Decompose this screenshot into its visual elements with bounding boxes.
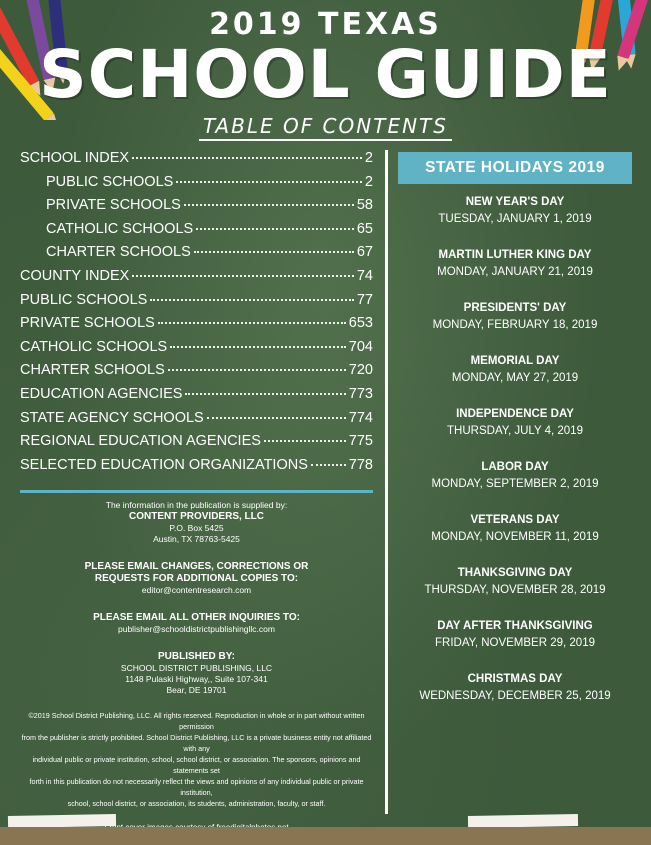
holiday-name: VETERANS DAY — [470, 514, 560, 526]
holiday-name: MARTIN LUTHER KING DAY — [438, 249, 592, 261]
holiday-name: CHRISTMAS DAY — [467, 673, 563, 685]
leader-dots — [176, 181, 362, 183]
changes-heading: PLEASE EMAIL CHANGES, CORRECTIONS OR — [84, 561, 309, 572]
leader-dots — [168, 369, 346, 371]
toc-page: 2 — [364, 150, 373, 166]
toc-row[interactable] — [20, 315, 373, 339]
leader-dots — [184, 204, 354, 206]
paper-left — [8, 814, 116, 828]
toc-row[interactable] — [20, 339, 373, 363]
holiday-item — [398, 665, 632, 718]
toc-label: CHARTER SCHOOLS — [20, 362, 165, 379]
leader-dots — [132, 275, 354, 277]
holiday-name: DAY AFTER THANKSGIVING — [437, 620, 593, 632]
toc-row[interactable] — [20, 221, 373, 245]
holiday-item — [398, 506, 632, 559]
table-of-contents — [20, 150, 373, 480]
toc-page: 77 — [356, 291, 373, 308]
holiday-item — [398, 400, 632, 453]
publisher-info — [20, 500, 373, 832]
toc-page: 704 — [348, 338, 373, 355]
toc-row[interactable] — [20, 433, 373, 457]
toc-label: PRIVATE SCHOOLS — [20, 315, 155, 332]
holiday-date: MONDAY, JANUARY 21, 2019 — [437, 266, 593, 278]
holiday-name: PRESIDENTS' DAY — [463, 302, 567, 314]
publisher-city: Bear, DE 19701 — [166, 685, 227, 695]
title-main: SCHOOL GUIDE — [39, 36, 612, 113]
leader-dots — [311, 464, 346, 466]
toc-page: 2 — [364, 173, 373, 190]
leader-dots — [170, 346, 346, 348]
toc-label: CATHOLIC SCHOOLS — [46, 220, 194, 237]
holiday-item — [398, 612, 632, 665]
toc-row[interactable] — [20, 268, 373, 292]
publisher-name: SCHOOL DISTRICT PUBLISHING, LLC — [120, 663, 273, 673]
toc-row[interactable] — [20, 362, 373, 386]
holiday-date: WEDNESDAY, DECEMBER 25, 2019 — [419, 690, 611, 702]
toc-label: SELECTED EDUCATION ORGANIZATIONS — [20, 456, 308, 473]
toc-label: PRIVATE SCHOOLS — [46, 197, 181, 214]
chalk-tray — [0, 827, 651, 845]
leader-dots — [194, 251, 354, 253]
legal-line: individual public or private institution, school, school district, or association. The sponsors, opinions and statements set — [32, 755, 361, 775]
toc-label: PUBLIC SCHOOLS — [46, 173, 174, 190]
toc-label: COUNTY INDEX — [20, 267, 130, 284]
toc-page: 774 — [348, 409, 373, 426]
holiday-date: THURSDAY, JULY 4, 2019 — [447, 425, 583, 437]
changes-heading-2: REQUESTS FOR ADDITIONAL COPIES TO: — [94, 573, 299, 584]
paper-right — [468, 814, 578, 828]
holiday-name: NEW YEAR'S DAY — [465, 196, 565, 208]
section-divider — [20, 490, 373, 493]
toc-page: 67 — [356, 244, 373, 261]
legal-line: forth in this publication do not necessarily reflect the views and opinions of any individual public or private institution, — [29, 777, 364, 797]
other-inquiries-heading: PLEASE EMAIL ALL OTHER INQUIRIES TO: — [93, 612, 300, 623]
toc-page: 778 — [348, 456, 373, 473]
toc-label: REGIONAL EDUCATION AGENCIES — [20, 433, 261, 450]
holiday-item — [398, 453, 632, 506]
holidays-heading: STATE HOLIDAYS 2019 — [398, 152, 632, 184]
holiday-date: MONDAY, FEBRUARY 18, 2019 — [432, 319, 598, 331]
holiday-name: INDEPENDENCE DAY — [456, 408, 574, 420]
leader-dots — [132, 157, 362, 159]
toc-label: CHARTER SCHOOLS — [46, 244, 191, 261]
leader-dots — [196, 228, 354, 230]
toc-page: 58 — [356, 197, 373, 214]
provider-po: P.O. Box 5425 — [169, 523, 224, 533]
legal-line: ©2019 School District Publishing, LLC. All rights reserved. Reproduction in whole or in part without written permission — [28, 711, 365, 731]
provider-city: Austin, TX 78763-5425 — [153, 534, 240, 544]
toc-page: 653 — [348, 315, 373, 332]
toc-row[interactable] — [20, 244, 373, 268]
holiday-date: FRIDAY, NOVEMBER 29, 2019 — [434, 637, 595, 649]
holiday-name: LABOR DAY — [481, 461, 549, 473]
legal-line: school, school district, or association, its students, administration, faculty, or staff. — [67, 799, 326, 808]
holiday-date: MONDAY, MAY 27, 2019 — [451, 372, 579, 384]
holiday-date: THURSDAY, NOVEMBER 28, 2019 — [424, 584, 606, 596]
toc-page: 773 — [348, 385, 373, 402]
toc-row[interactable] — [20, 410, 373, 434]
publisher-address: 1148 Pulaski Highway,, Suite 107-341 — [125, 674, 268, 684]
holiday-item — [398, 559, 632, 612]
toc-title: TABLE OF CONTENTS — [199, 114, 452, 141]
provider-name: CONTENT PROVIDERS, LLC — [128, 511, 264, 522]
holiday-item — [398, 188, 632, 241]
column-divider — [385, 150, 388, 814]
other-email-link[interactable]: publisher@schooldistrictpublishingllc.com — [118, 624, 275, 634]
holiday-item — [398, 347, 632, 400]
toc-page: 720 — [348, 362, 373, 379]
toc-row[interactable] — [20, 457, 373, 481]
leader-dots — [158, 322, 346, 324]
holiday-name: MEMORIAL DAY — [470, 355, 560, 367]
holiday-item — [398, 294, 632, 347]
holiday-name: THANKSGIVING DAY — [457, 567, 573, 579]
toc-row[interactable] — [20, 150, 373, 174]
toc-label: EDUCATION AGENCIES — [20, 385, 183, 402]
leader-dots — [150, 299, 354, 301]
leader-dots — [185, 393, 345, 395]
supplied-intro: The information in the publication is supplied by: — [105, 500, 288, 510]
toc-row[interactable] — [20, 292, 373, 316]
leader-dots — [264, 440, 346, 442]
toc-page: 74 — [356, 267, 373, 284]
toc-row[interactable] — [20, 197, 373, 221]
toc-page: 775 — [348, 433, 373, 450]
leader-dots — [207, 417, 346, 419]
toc-label: SCHOOL INDEX — [20, 150, 130, 166]
published-by-heading: PUBLISHED BY: — [157, 651, 236, 662]
holiday-item — [398, 241, 632, 294]
legal-line: from the publisher is strictly prohibited. School District Publishing, LLC is a private business entity not affiliated with any — [21, 733, 372, 753]
state-holidays — [398, 152, 632, 718]
title-year-state: 2019 TEXAS — [209, 7, 442, 42]
holiday-date: MONDAY, SEPTEMBER 2, 2019 — [431, 478, 599, 490]
toc-row[interactable] — [20, 174, 373, 198]
holiday-date: TUESDAY, JANUARY 1, 2019 — [438, 213, 592, 225]
toc-label: PUBLIC SCHOOLS — [20, 291, 148, 308]
header — [0, 8, 651, 141]
toc-label: STATE AGENCY SCHOOLS — [20, 409, 204, 426]
toc-label: CATHOLIC SCHOOLS — [20, 338, 168, 355]
toc-page: 65 — [356, 220, 373, 237]
toc-row[interactable] — [20, 386, 373, 410]
legal-notice — [20, 710, 373, 809]
holiday-date: MONDAY, NOVEMBER 11, 2019 — [431, 531, 599, 543]
changes-email-link[interactable]: editor@contentresearch.com — [141, 585, 252, 595]
